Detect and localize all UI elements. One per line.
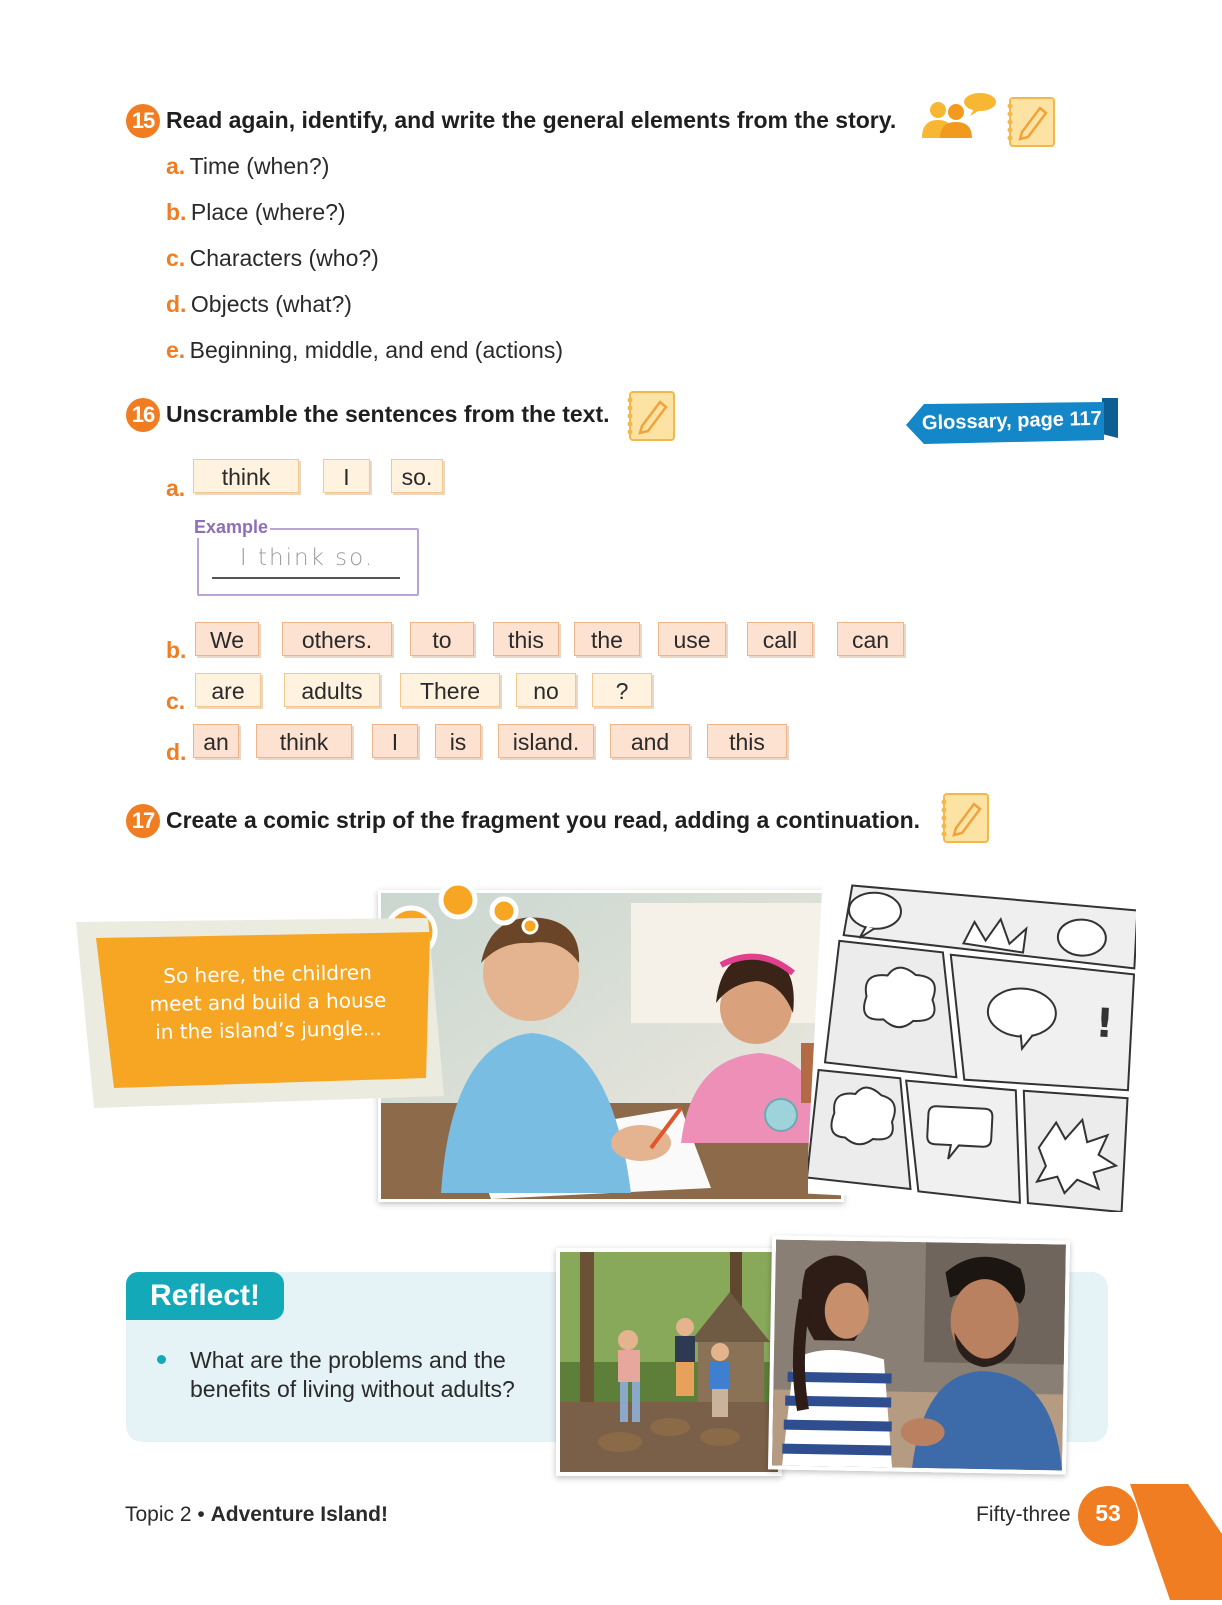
word-tile[interactable]: an	[193, 724, 239, 758]
word-tile[interactable]: is	[435, 724, 481, 758]
word-tile[interactable]: call	[747, 622, 813, 656]
reflect-title: Reflect!	[126, 1272, 284, 1320]
row-letter: c.	[166, 688, 186, 714]
row-letter: b.	[166, 637, 187, 663]
word-tile[interactable]: We	[195, 622, 259, 656]
father-daughter-photo	[768, 1235, 1070, 1474]
svg-text:!: !	[1094, 1000, 1115, 1048]
word-tile[interactable]: the	[574, 622, 640, 656]
word-tile[interactable]: think	[193, 459, 299, 493]
thought-bubble-card	[76, 918, 446, 1110]
page-number: 53	[1095, 1500, 1121, 1526]
word-tile[interactable]: There	[400, 673, 500, 707]
page-corner-tab	[1060, 1470, 1222, 1600]
topic-prefix: Topic 2 •	[125, 1503, 205, 1526]
row-letter: d.	[166, 739, 187, 765]
notebook-pencil-icon	[624, 388, 676, 442]
item-letter: c.	[166, 245, 186, 271]
word-tile[interactable]: use	[658, 622, 726, 656]
notebook-pencil-icon	[938, 790, 990, 844]
topic-name: Adventure Island!	[210, 1503, 388, 1526]
list-item	[166, 153, 329, 180]
glossary-tag[interactable]	[906, 398, 1118, 446]
bullet-dot	[157, 1355, 166, 1364]
item-text: Objects (what?)	[190, 291, 352, 317]
list-item	[166, 291, 352, 318]
word-tile[interactable]: and	[610, 724, 690, 758]
exercise-16-number: 16	[126, 398, 160, 432]
word-tile[interactable]: are	[195, 673, 261, 707]
page-number-words: Fifty-three	[976, 1503, 1071, 1526]
item-text: Time (when?)	[189, 153, 330, 179]
word-tile[interactable]: to	[410, 622, 474, 656]
list-item	[166, 199, 346, 226]
list-item	[166, 337, 563, 364]
word-tile[interactable]: ?	[592, 673, 652, 707]
example-answer: I think so.	[239, 545, 375, 571]
word-tile[interactable]: can	[837, 622, 904, 656]
word-tile[interactable]: so.	[391, 459, 443, 493]
kids-playing-outdoors-photo	[556, 1248, 782, 1476]
word-tile[interactable]: no	[516, 673, 576, 707]
word-tile[interactable]: others.	[282, 622, 392, 656]
item-text: Characters (who?)	[189, 245, 379, 271]
pair-work-icon	[918, 92, 1002, 142]
word-tile[interactable]: I	[323, 459, 370, 493]
list-item	[166, 245, 379, 272]
item-letter: d.	[166, 291, 187, 317]
item-letter: e.	[166, 337, 186, 363]
example-label: Example	[194, 517, 269, 537]
example-writing-line	[212, 577, 400, 579]
word-tile[interactable]: this	[493, 622, 559, 656]
exercise-17-title: Create a comic strip of the fragment you read, adding a continuation.	[166, 807, 921, 833]
exercise-17-number: 17	[126, 804, 160, 838]
notebook-pencil-icon	[1004, 94, 1056, 148]
word-tile[interactable]: island.	[498, 724, 594, 758]
blank-comic-template	[808, 882, 1136, 1212]
word-tile[interactable]: I	[372, 724, 418, 758]
item-letter: a.	[166, 153, 186, 179]
exercise-15-number: 15	[126, 104, 160, 138]
glossary-label: Glossary, page 117	[921, 407, 1102, 435]
item-text: Place (where?)	[190, 199, 346, 225]
word-tile[interactable]: think	[256, 724, 352, 758]
thought-bubble-text: So here, the children meet and build a house in the island’s jungle...	[149, 960, 387, 1044]
exercise-16-title: Unscramble the sentences from the text.	[166, 401, 610, 427]
item-text: Beginning, middle, and end (actions)	[189, 337, 563, 363]
reflect-question: What are the problems and the benefits of living without adults?	[190, 1347, 515, 1402]
exercise-15-title: Read again, identify, and write the general elements from the story.	[166, 107, 897, 133]
item-letter: b.	[166, 199, 187, 225]
row-letter: a.	[166, 475, 186, 501]
word-tile[interactable]: adults	[284, 673, 380, 707]
word-tile[interactable]: this	[707, 724, 787, 758]
topic-footer	[125, 1503, 388, 1527]
